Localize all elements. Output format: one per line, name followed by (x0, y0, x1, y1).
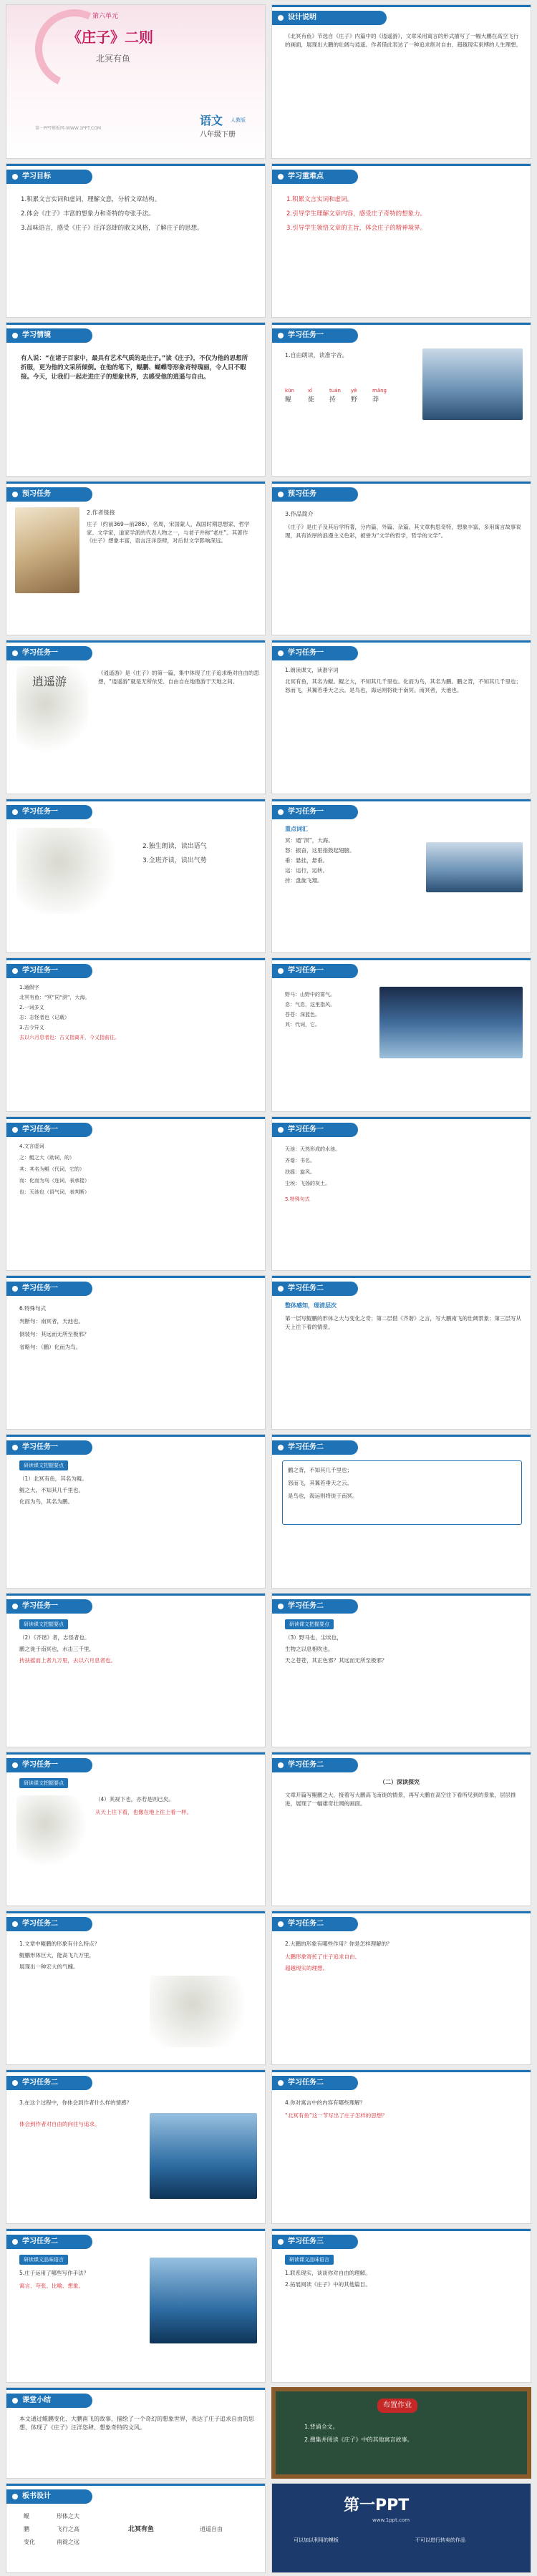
char: 徙 (308, 396, 315, 404)
slide-heading: 学习情境 (6, 328, 92, 343)
char: 野 (351, 396, 358, 404)
vocab-item: 怒：振奋，这里指鼓起翅膀。 (285, 847, 355, 854)
key-item: 1.积累文言实词和虚词。 (286, 196, 354, 203)
slide-top-line (6, 958, 265, 960)
slide-9-left[interactable] (6, 1434, 266, 1589)
slide-heading: 学习任务一 (6, 805, 92, 819)
slide-12-right[interactable] (271, 1911, 531, 2065)
slide-heading: 学习任务二 (6, 1917, 92, 1931)
item: 鹏之背，不知其几千里也； (288, 1467, 352, 1473)
slide-top-line (6, 1752, 265, 1755)
slide-9-right[interactable] (271, 1434, 531, 1589)
board-item: 形体之大 (57, 2513, 79, 2519)
board-item: 鹏 (24, 2526, 29, 2532)
homework-item: 1.背诵全文。 (304, 2424, 339, 2430)
slide-heading: 学习任务一 (272, 328, 358, 343)
item: （2）《齐谐》者，志怪者也。 (19, 1634, 90, 1641)
item: 是鸟也，海运则将徙于南冥。 (288, 1493, 358, 1499)
slide-top-line (6, 2484, 265, 2486)
slide-11-left[interactable] (6, 1752, 266, 1906)
item: 鲲之大，不知其几千里也。 (19, 1487, 84, 1493)
goal-item: 1.积累文言实词和虚词，理解文意，分析文章结构。 (21, 196, 161, 203)
slide-top-line (6, 1594, 265, 1596)
slide-top-line (272, 1276, 531, 1278)
item: 天池：天然形成的水池。 (285, 1146, 340, 1152)
goal-item: 3.品味语言，感受《庄子》汪洋恣肆的散文风格，了解庄子的思想。 (21, 225, 203, 232)
homework-title: 布置作业 (377, 2399, 417, 2413)
slide-heading: 学习重难点 (272, 170, 358, 184)
item: 6.特殊句式 (19, 1305, 47, 1312)
left-col-title: 可以加以利用的模板 (294, 2537, 339, 2543)
brand-url: www.1ppt.com (372, 2517, 410, 2523)
slide-13-right[interactable] (271, 2069, 531, 2224)
slide-task1[interactable] (271, 322, 531, 477)
item: （4）其视下也，亦若是则已矣。 (95, 1796, 174, 1802)
section-body: 第一层写鲲鹏的形体之大与变化之奇；第二层借《齐谐》之言，写大鹏南飞的壮阔景象；第三层写从天上往下看的情景。 (285, 1315, 521, 1330)
read-text: 北冥有鱼，其名为鲲。鲲之大，不知其几千里也。化而为鸟，其名为鹏。鹏之背，不知其几千里也；怒而飞，其翼若垂天之云。是鸟也，海运则将徙于南冥。南冥者，天池也。 (285, 678, 521, 693)
item: 超越现实的理想。 (285, 1965, 328, 1971)
item: 5.特殊句式 (285, 1196, 310, 1202)
section-label: 研读课文把握要点 (19, 1619, 68, 1629)
seal-text: 逍遥游 (32, 675, 67, 688)
task-item: 2.独生朗读，读出语气 (142, 843, 207, 850)
item: 判断句：南冥者，天池也。 (19, 1318, 84, 1324)
item: 志：志怪者也（记载） (19, 1015, 69, 1020)
zhuangzi-portrait (15, 507, 79, 593)
slide-top-line (6, 2070, 265, 2072)
slide-top-line (6, 1117, 265, 1119)
slide-heading: 学习任务二 (6, 2235, 92, 2249)
slide-heading: 学习任务二 (6, 2076, 92, 2090)
whale-image (150, 2113, 257, 2199)
slide-heading: 学习任务三 (272, 2235, 358, 2249)
crane-painting-image (150, 1976, 257, 2047)
vocab-item: 垂：悬挂，悬垂。 (285, 857, 328, 864)
slide-8-right[interactable] (271, 1275, 531, 1430)
section-label: 研读课文把握要点 (19, 1778, 68, 1788)
cover-subtitle: 北冥有鱼 (96, 54, 131, 64)
item: 怒而飞，其翼若垂天之云。 (288, 1480, 352, 1486)
slide-16-right[interactable] (271, 2483, 531, 2573)
scene-body: 有人说：“在诸子百家中，最具有艺术气质的是庄子。”读《庄子》，不仅为他的思想所折服，更为他的文采所倾倒。在他的笔下，鲲鹏、蝴蝶等形象奇特瑰丽，令人目不暇接。今天，让我们一起走进庄子的想象世界，去感受他的逍遥与自由。 (21, 355, 248, 381)
slide-heading: 学习任务二 (272, 1440, 358, 1455)
slide-top-line (6, 640, 265, 643)
item: 4.你对寓言中的内容有哪些理解？ (285, 2099, 366, 2106)
slide-top-line (6, 2388, 265, 2390)
slide-cover[interactable] (6, 4, 266, 159)
slide-heading: 设计说明 (272, 11, 387, 25)
section-title: （二）深读探究 (379, 1779, 420, 1785)
slide-scene[interactable] (6, 322, 266, 477)
goal-item: 2.体会《庄子》丰富的想象力和奇特的夸张手法。 (21, 210, 155, 218)
slide-7-right[interactable] (271, 1116, 531, 1271)
section-label: 研读课文把握要点 (19, 1460, 68, 1470)
slide-pre2[interactable] (271, 481, 531, 635)
slide-heading: 学习任务一 (272, 964, 358, 978)
slide-top-line (272, 1752, 531, 1755)
slide-8-left[interactable] (6, 1275, 266, 1430)
slide-6-right[interactable] (271, 957, 531, 1112)
pre-item: 3.作品简介 (285, 511, 314, 517)
task-body: 《逍遥游》是《庄子》的第一篇，集中体现了庄子追求绝对自由的思想，“逍遥游”就是无所依凭、自由自在地遨游于天地之间。 (98, 670, 259, 685)
slide-keys[interactable] (271, 163, 531, 318)
slide-heading: 学习任务一 (272, 646, 358, 660)
item: （3）野马也，尘埃也， (285, 1634, 342, 1641)
item: 去以六月息者也：古义指离开，今义指前往。 (19, 1035, 120, 1040)
whale-image (150, 2258, 257, 2343)
slide-14-right[interactable] (271, 2228, 531, 2383)
slide-top-line (272, 1594, 531, 1596)
item: 1.通假字 (19, 985, 39, 990)
cover-unit: 第六单元 (92, 13, 119, 20)
slide-16-left[interactable] (6, 2483, 266, 2573)
bird-sea-image (426, 842, 523, 892)
slide-top-line (6, 799, 265, 801)
item: 其：代词，它。 (285, 1022, 320, 1028)
slide-heading: 学习任务二 (272, 1282, 358, 1296)
slide-heading: 学习任务一 (6, 964, 92, 978)
bird-ink-image (16, 828, 124, 914)
pinyin: mǎng (372, 388, 387, 394)
item: 尘埃：飞扬的灰土。 (285, 1181, 330, 1186)
slide-vocab[interactable] (271, 799, 531, 953)
slide-task2[interactable] (6, 640, 266, 794)
seascape-image (422, 348, 523, 420)
slide-13-left[interactable] (6, 2069, 266, 2224)
slide-top-line (6, 1911, 265, 1913)
board-item: 鲲 (24, 2513, 29, 2519)
pinyin: xǐ (308, 388, 313, 394)
slide-read[interactable] (271, 640, 531, 794)
slide-top-line (272, 482, 531, 484)
bird-ink-image (16, 1795, 88, 1867)
item: 齐谐：书名。 (285, 1158, 315, 1163)
item: 3.在这个过程中，你体会到作者什么样的情感？ (19, 2099, 132, 2106)
item: 2.一词多义 (19, 1005, 44, 1010)
slide-top-line (272, 5, 531, 7)
item: 5.庄子运用了哪些写作手法？ (19, 2270, 90, 2276)
slide-top-line (6, 1435, 265, 1437)
pinyin: yě (351, 388, 357, 394)
slide-goals[interactable] (6, 163, 266, 318)
board-item: 变化 (24, 2539, 35, 2545)
item: 鹏之徙于南冥也，水击三千里， (19, 1646, 95, 1652)
pinyin: tuán (329, 388, 341, 394)
design-body: 《北冥有鱼》节选自《庄子》内篇中的《逍遥游》，文章采用寓言的形式描写了一幅大鹏在高空飞行的画面，展现出大鹏的壮阔与逍遥。作者借此表达了一种追求绝对自由、超越现实束缚的人生理想。 (285, 33, 521, 48)
item: “北冥有鱼”这一节写出了庄子怎样的思想？ (285, 2112, 387, 2119)
item: 而：化而为鸟（连词，表承接） (19, 1178, 90, 1184)
char: 抟 (329, 396, 337, 404)
item: 寓言、夸张、比喻、想象。 (19, 2283, 84, 2289)
slide-heading: 学习任务一 (6, 1758, 92, 1772)
item: 之：鲲之大（助词，的） (19, 1155, 74, 1161)
char: 鲲 (285, 396, 292, 404)
slide-top-line (6, 482, 265, 484)
slide-heading: 学习任务二 (272, 1599, 358, 1614)
vocab-item: 运：运行，运转。 (285, 867, 328, 874)
item: 倒装句：其远而无所至极邪？ (19, 1331, 90, 1337)
section-body: 文章开篇写鲲鹏之大，接着写大鹏高飞南徙的情景，再写大鹏在高空往下看所见到的景象，层层推进，展现了一幅雄奇壮阔的画面。 (285, 1792, 516, 1807)
slide-heading: 学习任务二 (272, 2076, 358, 2090)
item: 2.拓展阅读《庄子》中的其他篇目。 (285, 2281, 371, 2288)
section-label: 研读课文品味语言 (285, 2255, 334, 2265)
section-title: 整体感知，理清层次 (285, 1302, 337, 1309)
cover-site: 第一PPT模板网-WWW.1PPT.COM (35, 126, 102, 131)
slide-top-line (272, 2229, 531, 2231)
slide-10-left[interactable] (6, 1593, 266, 1747)
item: 4.文言虚词 (19, 1143, 44, 1149)
slide-top-line (6, 1276, 265, 1278)
item: 省略句：（鹏）化而为鸟。 (19, 1344, 82, 1350)
slide-heading: 预习任务 (272, 487, 358, 502)
starry-sky-image (379, 987, 523, 1058)
section-label: 研读课文把握要点 (285, 1619, 334, 1629)
item: 野马：山野中的雾气。 (285, 992, 335, 997)
item: 扶摇：旋风。 (285, 1169, 315, 1175)
slide-heading: 学习任务二 (272, 1917, 358, 1931)
board-center: 北冥有鱼 (128, 2526, 155, 2533)
right-col-title: 不可以进行转卖的作品 (415, 2537, 465, 2543)
slide-10-right[interactable] (271, 1593, 531, 1747)
vocab-item: 冥：通“溟”，大海。 (285, 837, 334, 844)
item: 3.古今异义 (19, 1025, 44, 1030)
item: 大鹏形象寄托了庄子追求自由、 (285, 1953, 360, 1960)
slide-top-line (6, 2229, 265, 2231)
task-item: 3.全班齐读，读出气势 (142, 857, 207, 864)
slide-11-right[interactable] (271, 1752, 531, 1906)
slide-heading: 学习任务一 (6, 1282, 92, 1296)
item: （1）北冥有鱼，其名为鲲。 (19, 1475, 87, 1482)
item: 1.文章中鲲鹏的形象有什么特点？ (19, 1941, 100, 1947)
item: 从天上往下看，也像在地上往上看一样。 (95, 1809, 192, 1815)
slide-12-left[interactable] (6, 1911, 266, 2065)
slide-top-line (272, 958, 531, 960)
slide-14-left[interactable] (6, 2228, 266, 2383)
cover-brand: 语文 (200, 114, 223, 127)
board-item: 南徙之远 (57, 2539, 79, 2545)
cover-title: 《庄子》二则 (67, 29, 153, 46)
slide-task3[interactable] (6, 799, 266, 953)
task-item: 1.自由朗读，读准字音。 (285, 352, 348, 358)
item: 北冥有鱼：“冥”同“溟”，大海。 (19, 995, 90, 1000)
read-item: 1.朗读课文，读准字词 (285, 667, 339, 673)
slide-pre1[interactable] (6, 481, 266, 635)
slide-top-line (272, 640, 531, 643)
item: 息：气息，这里指风。 (285, 1002, 335, 1008)
item: 也：天池也（语气词，表判断） (19, 1189, 90, 1195)
homework-item: 2.搜集并阅读《庄子》中的其他寓言故事。 (304, 2436, 413, 2443)
slide-top-line (6, 323, 265, 325)
pre-body: 《庄子》是庄子及其后学所著，分内篇、外篇、杂篇。其文章构思奇特，想象丰富，多用寓言故事说理，具有浓厚的浪漫主义色彩，被誉为“文学的哲学，哲学的文学”。 (285, 524, 521, 539)
item: 鲲鹏形体巨大，能高飞九万里， (19, 1952, 95, 1958)
slide-top-line (6, 164, 265, 166)
slide-heading: 学习任务一 (272, 1123, 358, 1137)
slide-top-line (272, 1117, 531, 1119)
slide-top-line (272, 1911, 531, 1913)
cover-grade: 八年级下册 (200, 131, 236, 139)
section-label: 研读课文品味语言 (19, 2255, 68, 2265)
item: 生物之以息相吹也。 (285, 1646, 334, 1652)
item: 展现出一种宏大的气魄。 (19, 1963, 79, 1970)
slide-top-line (272, 323, 531, 325)
slide-heading: 学习任务一 (6, 1440, 92, 1455)
board-right: 逍遥自由 (200, 2526, 223, 2532)
brand-logo: 第一PPT (344, 2497, 410, 2514)
slide-heading: 学习目标 (6, 170, 92, 184)
key-item: 2.引导学生理解文章内容，感受庄子奇特的想象力。 (286, 210, 427, 218)
slide-top-line (272, 1435, 531, 1437)
item: 1.联系现实，谈谈你对自由的理解。 (285, 2270, 371, 2276)
summary-body: 本文通过鲲鹏变化、大鹏南飞的故事，描绘了一个奇幻的想象世界，表达了庄子追求自由的思想，体现了《庄子》汪洋恣肆、想象奇特的文风。 (19, 2416, 254, 2431)
cover-edition: 人教版 (231, 117, 246, 123)
item: 天之苍苍，其正色邪？其远而无所至极邪？ (285, 1657, 387, 1664)
slide-heading: 学习任务二 (272, 1758, 358, 1772)
slide-heading: 学习任务一 (6, 1599, 92, 1614)
slide-7-left[interactable] (6, 1116, 266, 1271)
slide-heading: 课堂小结 (6, 2394, 92, 2408)
slide-top-line (272, 2070, 531, 2072)
slide-heading: 学习任务一 (272, 805, 358, 819)
vocab-title: 重点词汇 (285, 826, 308, 832)
item: 体会到作者对自由的向往与追求。 (19, 2121, 100, 2127)
char: 莽 (372, 396, 379, 404)
pre-item: 2.作者链接 (87, 509, 115, 516)
pre-body: 庄子（约前369—前286），名周，宋国蒙人，战国时期思想家、哲学家、文学家，道家学派的代表人物之一，与老子并称“老庄”。其著作《庄子》想象丰富，语言汪洋恣肆，对后世文学影响深远。 (87, 521, 250, 545)
vocab-item: 抟：盘旋飞翔。 (285, 877, 323, 884)
key-item: 3.引导学生领悟文章的主旨，体会庄子的精神境界。 (286, 225, 427, 232)
slide-top-line (272, 164, 531, 166)
item: 2.大鹏的形象有哪些作用？你是怎样理解的？ (285, 1941, 392, 1947)
item: 化而为鸟，其名为鹏。 (19, 1498, 73, 1505)
item: 苍苍：深蓝色。 (285, 1012, 320, 1018)
board-item: 飞行之高 (57, 2526, 79, 2532)
item: 其：其名为鲲（代词，它的） (19, 1166, 84, 1172)
slide-heading: 学习任务一 (6, 1123, 92, 1137)
pinyin: kūn (285, 388, 294, 394)
slide-design[interactable] (271, 4, 531, 159)
slide-heading: 学习任务一 (6, 646, 92, 660)
slide-heading: 板书设计 (6, 2489, 92, 2504)
slide-15-right[interactable] (271, 2387, 531, 2479)
slide-15-left[interactable] (6, 2387, 266, 2479)
slide-6-left[interactable] (6, 957, 266, 1112)
slide-heading: 预习任务 (6, 487, 92, 502)
item: 抟扶摇而上者九万里，去以六月息者也。 (19, 1657, 116, 1664)
slide-top-line (272, 799, 531, 801)
